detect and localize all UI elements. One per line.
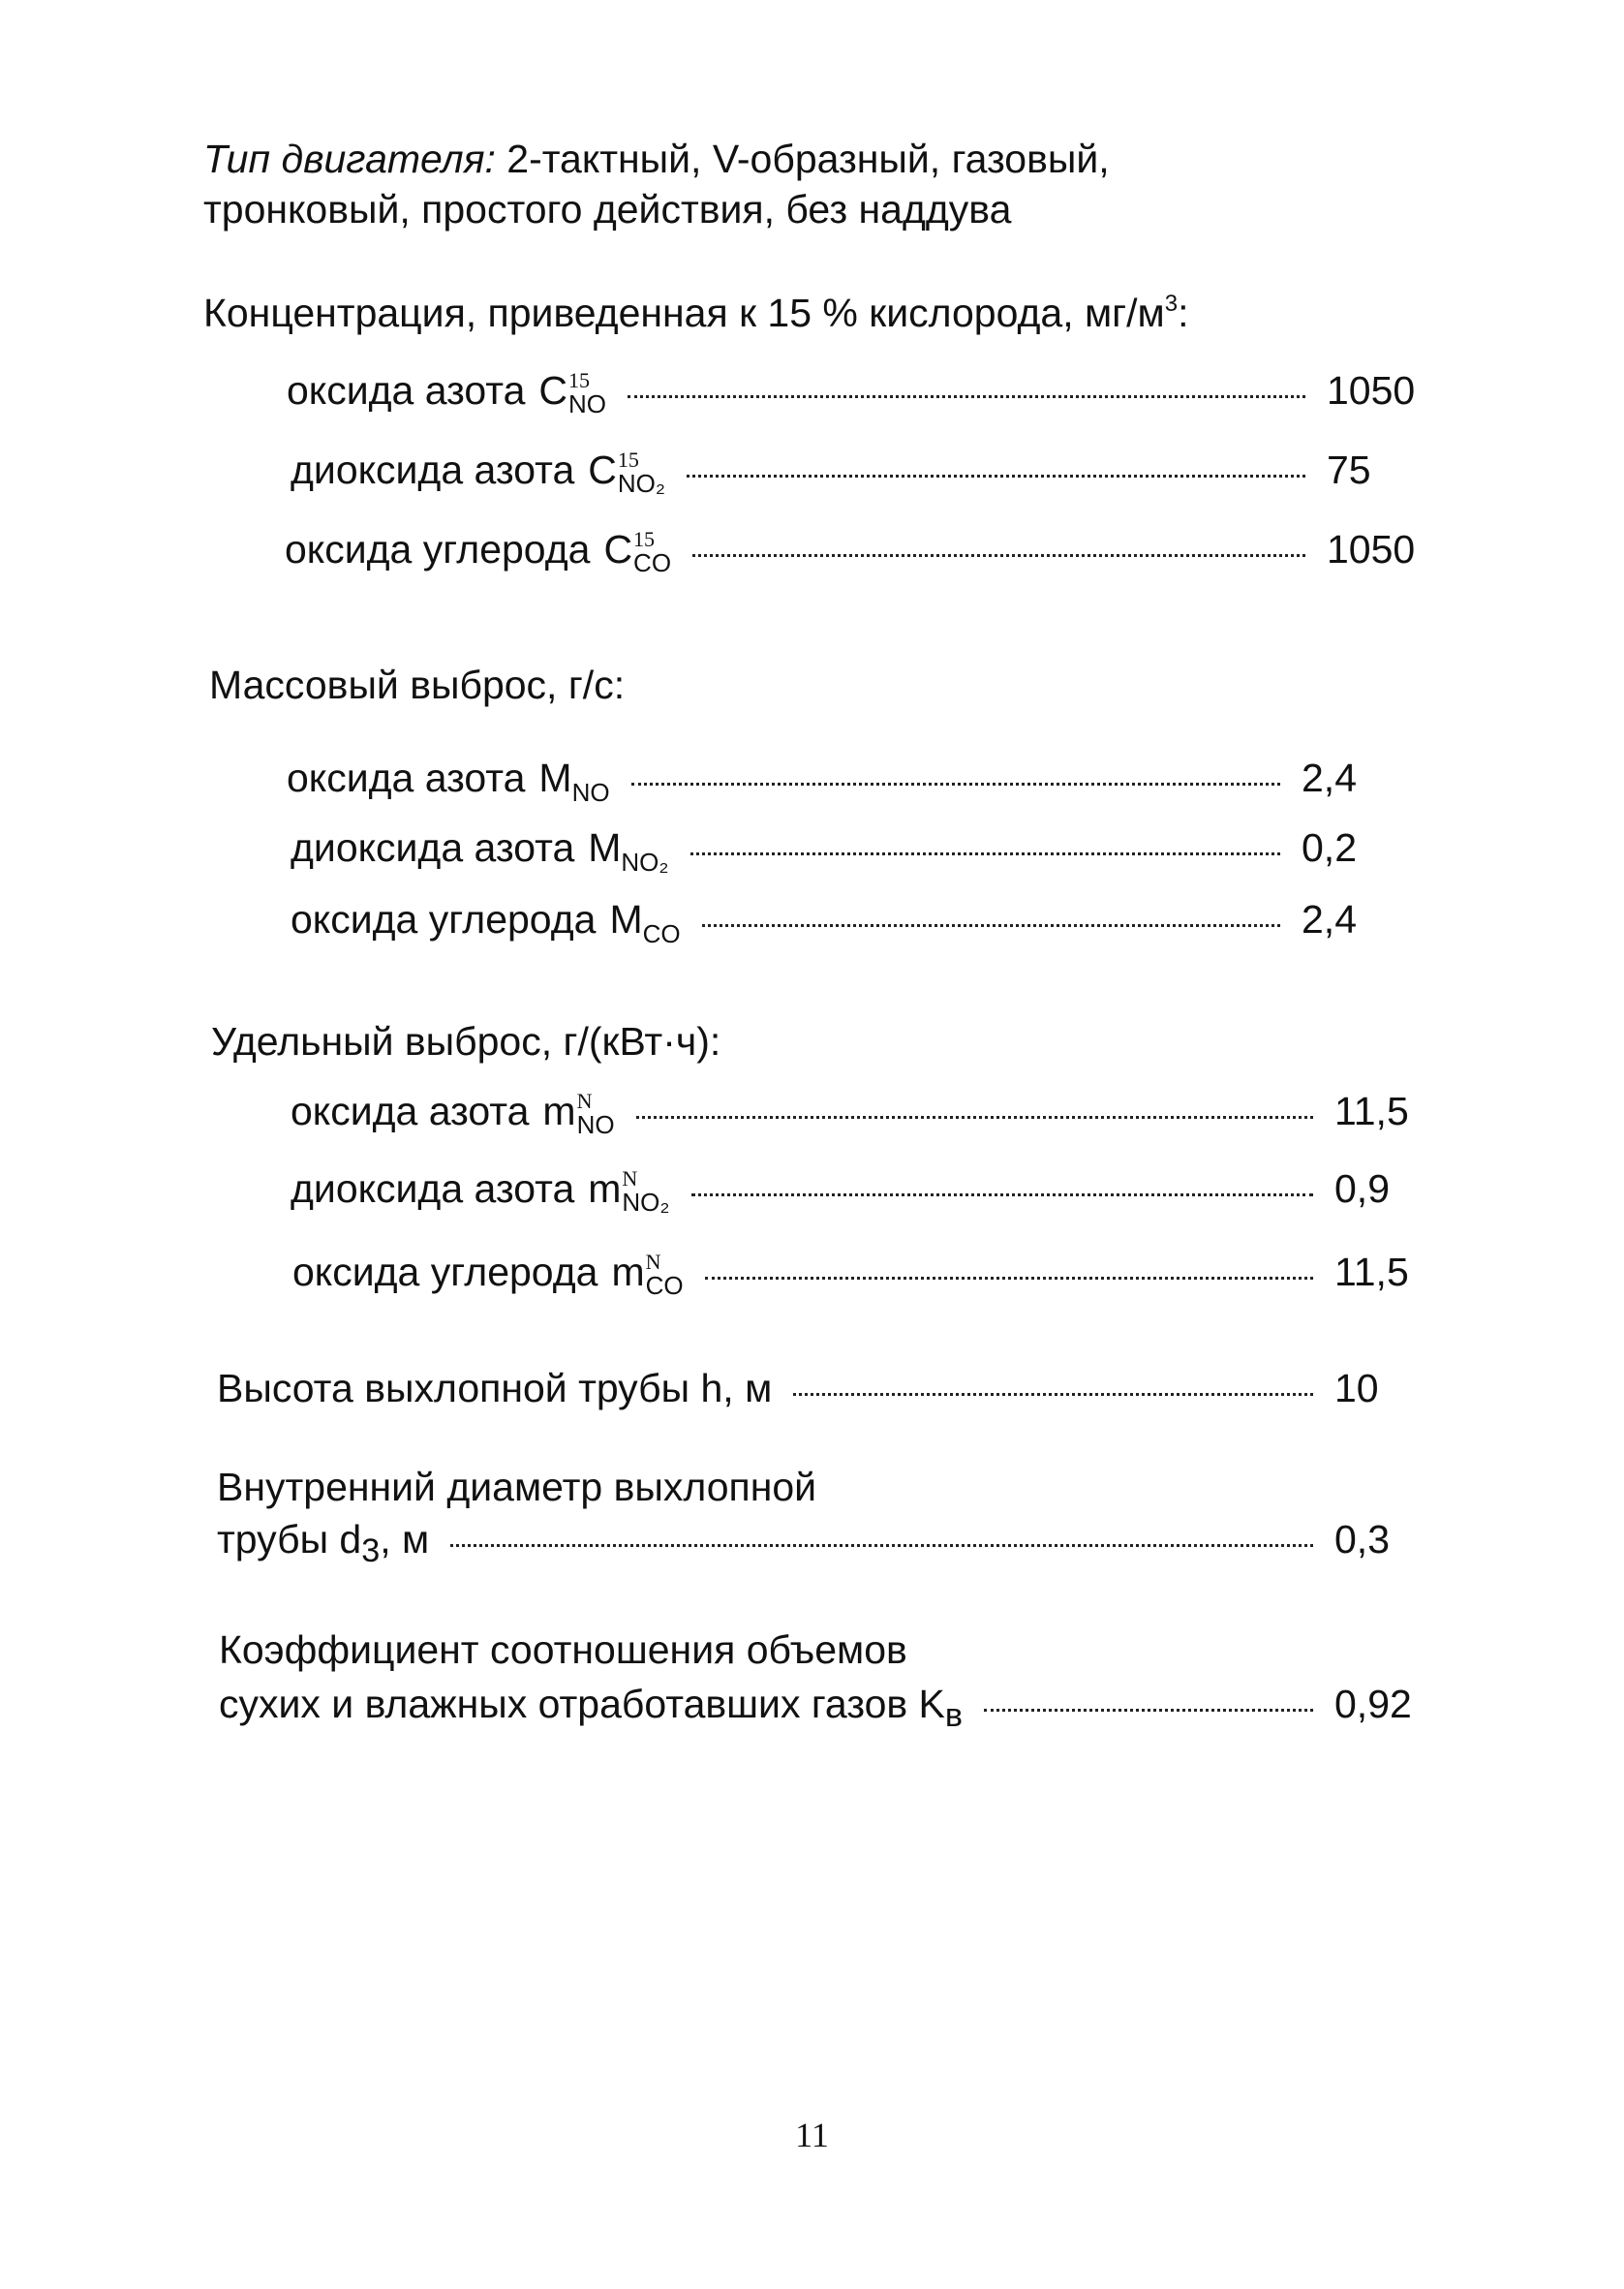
concentration-row-no2 [291, 448, 1414, 502]
engine-type-line-1 [203, 134, 1110, 184]
symbol-sup: N [576, 1089, 593, 1114]
pipe-height-label: Высота выхлопной трубы h, м [217, 1366, 773, 1410]
ratio-line-1: Коэффициент соотношения объемов [219, 1627, 907, 1672]
pipe-diameter-label-text: трубы d [217, 1517, 362, 1562]
row-value: 11,5 [1334, 1089, 1409, 1133]
pipe-diameter-row [217, 1517, 1422, 1571]
dotted-leader [984, 1709, 1313, 1712]
dotted-leader [631, 783, 1280, 786]
symbol-sub: NO [568, 389, 607, 419]
symbol-base: C [603, 527, 633, 572]
row-label: оксида углерода [292, 1250, 598, 1294]
symbol [542, 1089, 615, 1140]
pipe-diameter-line-1: Внутренний диаметр выхлопной [217, 1465, 817, 1509]
symbol-sub: NO [571, 778, 610, 807]
symbol-sub: NO₂ [622, 1188, 670, 1218]
concentration-row-no [287, 368, 1414, 422]
row-value: 2,4 [1302, 756, 1357, 800]
symbol-base: M [588, 825, 622, 870]
ratio-sub: в [944, 1697, 964, 1735]
row-value: 75 [1327, 448, 1371, 492]
symbol-sup: N [622, 1166, 638, 1191]
row-label: диоксида азота [291, 825, 575, 870]
pipe-height-value: 10 [1334, 1366, 1379, 1410]
symbol-base: C [588, 448, 617, 492]
row-value: 2,4 [1302, 897, 1357, 942]
row-label: оксида азота [287, 368, 526, 413]
row-label: оксида азота [291, 1089, 530, 1133]
row-value: 1050 [1327, 368, 1416, 413]
dotted-leader [687, 475, 1305, 478]
symbol [588, 825, 669, 877]
specific-row-co [292, 1250, 1422, 1304]
mass-heading: Массовый выброс, г/с: [209, 663, 626, 707]
symbol [538, 368, 606, 417]
mass-row-no [287, 756, 1389, 810]
symbol-sup: 15 [617, 448, 639, 473]
concentration-heading [203, 291, 1188, 336]
row-label: оксида углерода [285, 527, 591, 572]
symbol-base: m [542, 1089, 576, 1133]
row-label: диоксида азота [291, 1166, 575, 1211]
symbol-base: m [588, 1166, 622, 1211]
symbol-sub: NO [576, 1110, 615, 1140]
ratio-row [219, 1682, 1422, 1736]
ratio-label [219, 1682, 963, 1735]
symbol [603, 527, 672, 578]
row-value: 1050 [1327, 527, 1416, 572]
page-number: 11 [795, 2116, 829, 2154]
row-value: 0,9 [1334, 1166, 1390, 1211]
concentration-heading-sup: 3 [1164, 291, 1179, 317]
symbol [588, 1166, 670, 1218]
concentration-heading-tail: : [1178, 291, 1189, 335]
dotted-leader [636, 1116, 1313, 1119]
row-value: 0,2 [1302, 825, 1357, 870]
pipe-height-row [217, 1366, 1422, 1420]
dotted-leader [450, 1544, 1313, 1547]
engine-type-label: Тип двигателя: [203, 137, 496, 181]
pipe-diameter-value: 0,3 [1334, 1517, 1390, 1562]
symbol-sup: N [645, 1250, 661, 1275]
dotted-leader [690, 852, 1281, 855]
symbol-sub: CO [645, 1271, 684, 1301]
row-label: оксида углерода [291, 897, 597, 942]
mass-row-no2 [291, 825, 1389, 880]
engine-type-block [203, 134, 1110, 234]
row-value: 11,5 [1334, 1250, 1409, 1294]
engine-type-line-2: тронковый, простого действия, без наддува [203, 187, 1012, 232]
specific-row-no2 [291, 1166, 1422, 1221]
symbol-base: M [538, 756, 572, 800]
specific-row-no [291, 1089, 1422, 1143]
ratio-value: 0,92 [1334, 1682, 1412, 1726]
row-label: диоксида азота [291, 448, 575, 492]
dotted-leader [702, 924, 1280, 927]
symbol-sub: NO₂ [617, 469, 665, 499]
dotted-leader [705, 1277, 1313, 1280]
row-label: оксида азота [287, 756, 526, 800]
symbol [538, 756, 610, 807]
dotted-leader [691, 1193, 1314, 1196]
symbol [609, 897, 681, 948]
symbol [611, 1250, 684, 1301]
symbol-base: m [611, 1250, 645, 1294]
pipe-diameter-label [217, 1517, 429, 1570]
symbol [588, 448, 665, 499]
symbol-base: M [609, 897, 643, 942]
dotted-leader [692, 554, 1305, 557]
pipe-diameter-label-tail: , м [380, 1517, 430, 1562]
pipe-diameter-sub: 3 [361, 1532, 381, 1570]
symbol-sub: NO₂ [621, 848, 669, 877]
specific-heading: Удельный выброс, г/(кВт·ч): [211, 1019, 721, 1064]
symbol-sup: 15 [568, 368, 591, 393]
ratio-label-text: сухих и влажных отработавших газов K [219, 1682, 945, 1726]
dotted-leader [793, 1393, 1313, 1396]
concentration-heading-text: Концентрация, приведенная к 15 % кислорода, мг/м [203, 291, 1165, 335]
engine-type-value-1: 2-тактный, V-образный, газовый, [495, 137, 1110, 181]
dotted-leader [628, 395, 1305, 398]
mass-row-co [291, 897, 1389, 951]
symbol-sub: CO [642, 919, 681, 948]
symbol-sub: CO [633, 548, 672, 578]
concentration-row-co [285, 527, 1414, 581]
symbol-sup: 15 [633, 527, 656, 552]
symbol-base: C [538, 368, 568, 413]
